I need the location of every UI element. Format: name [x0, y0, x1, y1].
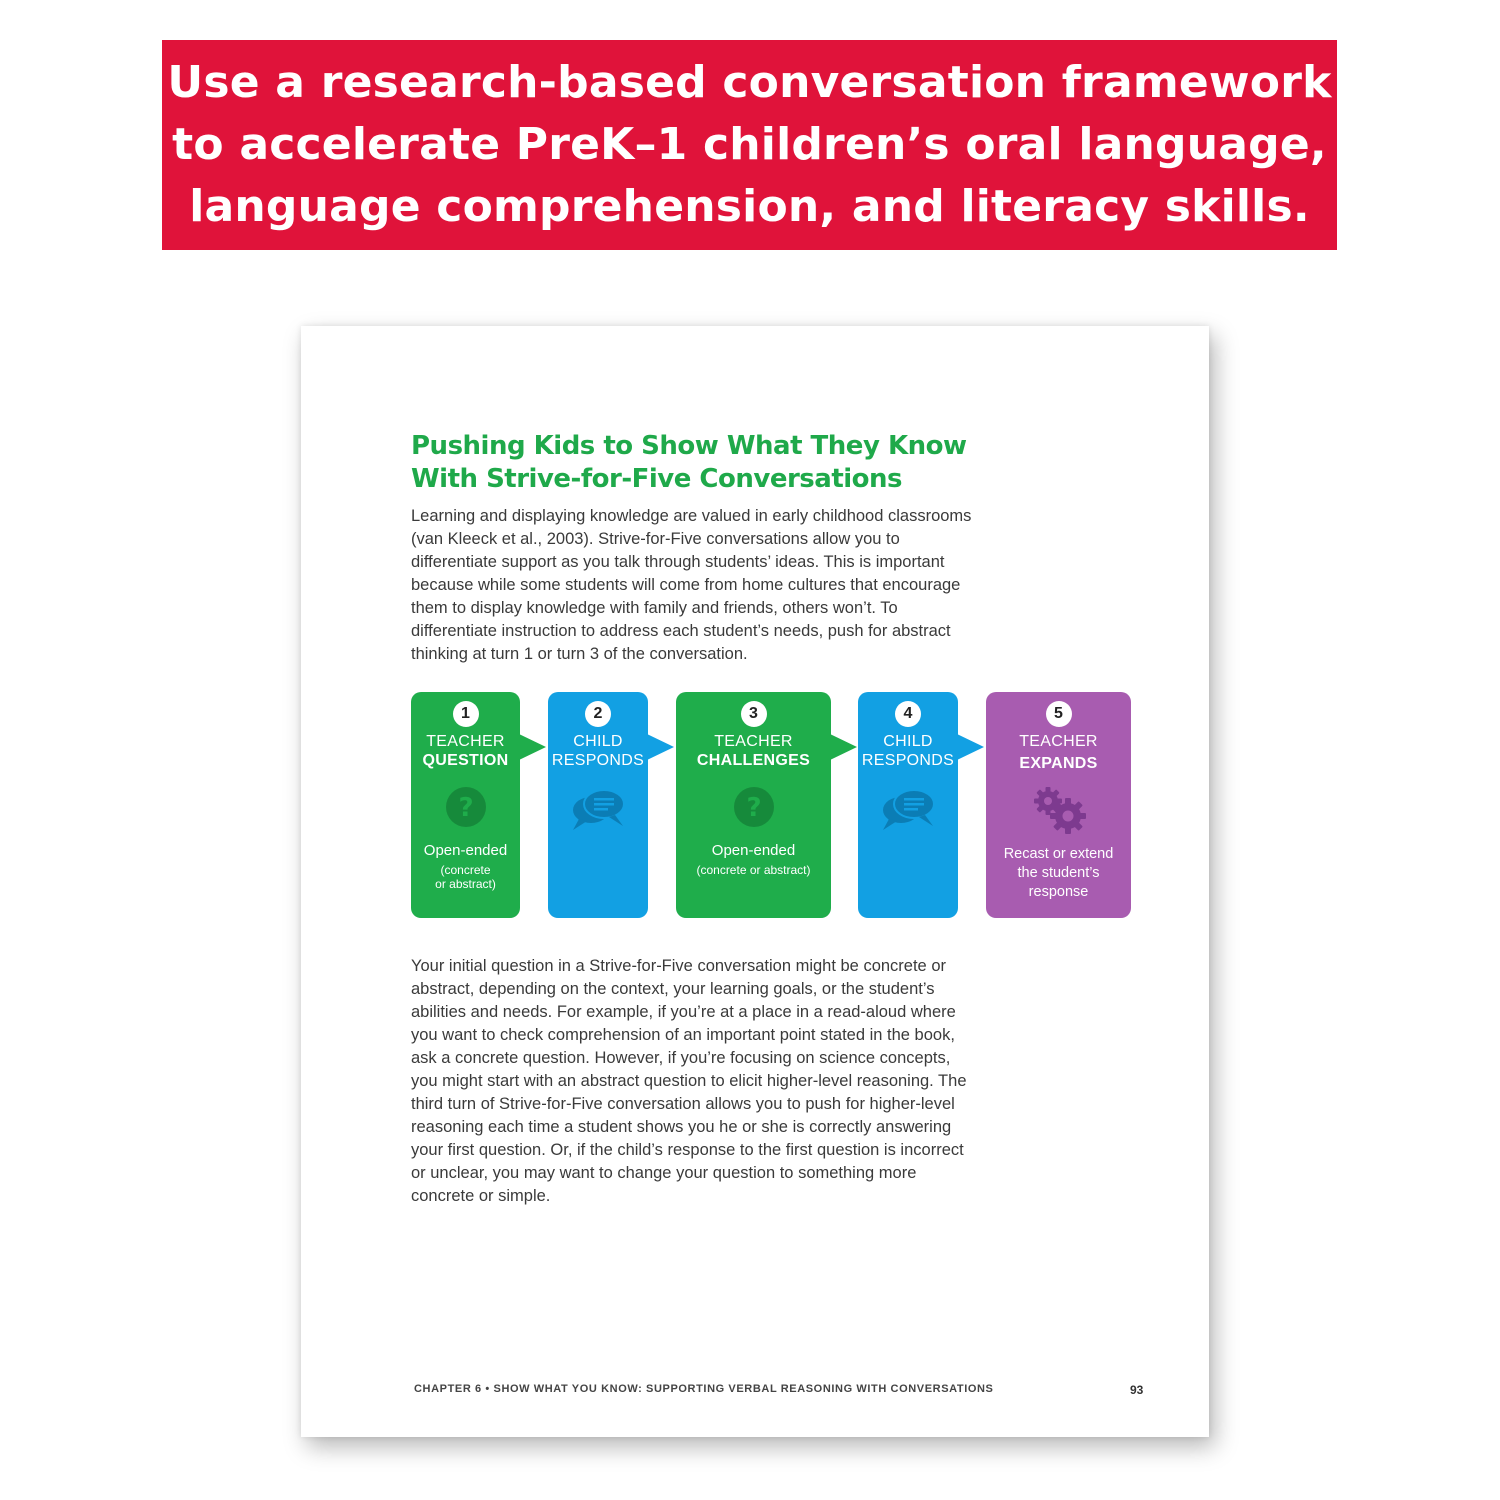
step-number: 3 — [741, 701, 767, 727]
arrow-icon — [830, 734, 857, 760]
step-title-line2: QUESTION — [422, 752, 509, 769]
step-teacher-expands — [986, 692, 1131, 918]
step-note-line: or abstract) — [435, 877, 496, 891]
intro-line: differentiate support as you talk through students’ ideas. This is important — [411, 553, 945, 571]
svg-text:?: ? — [457, 793, 474, 823]
step-title-line1: CHILD — [573, 733, 623, 750]
step-note — [676, 863, 831, 877]
step-note-line: (concrete or abstract) — [696, 863, 811, 877]
step-child-responds-2 — [858, 692, 958, 918]
page-number: 93 — [1130, 1383, 1144, 1397]
step-note-line: (concrete — [440, 863, 491, 877]
arrow-icon — [647, 734, 674, 760]
speech-bubbles-icon — [569, 786, 627, 832]
banner-line-1: Use a research-based conversation framework — [167, 57, 1332, 108]
step-title-line2: CHALLENGES — [696, 752, 811, 769]
question-icon — [445, 786, 487, 828]
step-title-line1: CHILD — [883, 733, 933, 750]
step-title-line2: RESPONDS — [861, 752, 955, 769]
step-number: 2 — [585, 701, 611, 727]
step-number: 4 — [895, 701, 921, 727]
body-line: or unclear, you may want to change your question to something more — [411, 1164, 917, 1182]
body-line: third turn of Strive-for-Five conversation allows you to push for higher-level — [411, 1095, 955, 1113]
speech-bubbles-icon — [879, 786, 937, 832]
step-desc-line: Recast or extend — [1003, 846, 1114, 862]
intro-line: thinking at turn 1 or turn 3 of the conversation. — [411, 645, 748, 663]
book-page — [301, 326, 1209, 1437]
chapter-footer: CHAPTER 6 • SHOW WHAT YOU KNOW: SUPPORTING VERBAL REASONING WITH CONVERSATIONS — [414, 1383, 994, 1395]
intro-line: (van Kleeck et al., 2003). Strive-for-Five conversations allow you to — [411, 530, 900, 548]
step-desc: Open-ended — [711, 842, 796, 859]
body-line: ask a concrete question. However, if you’re focusing on science concepts, — [411, 1049, 951, 1067]
step-desc-line: the student’s — [1017, 865, 1100, 881]
step-desc — [986, 845, 1131, 902]
intro-line: because while some students will come from home cultures that encourage — [411, 576, 961, 594]
body-line: you want to check comprehension of an important point stated in the book, — [411, 1026, 955, 1044]
step-child-responds-1 — [548, 692, 648, 918]
step-teacher-challenges — [676, 692, 831, 918]
step-number: 5 — [1046, 701, 1072, 727]
heading-line-2: With Strive-for-Five Conversations — [411, 464, 903, 494]
step-title-line2: EXPANDS — [1019, 755, 1098, 772]
banner-line-2: to accelerate PreK–1 children’s oral language, — [172, 119, 1327, 170]
body-line: Your initial question in a Strive-for-Five conversation might be concrete or — [411, 957, 946, 975]
body-line: concrete or simple. — [411, 1187, 551, 1205]
arrow-icon — [957, 734, 984, 760]
step-number: 1 — [453, 701, 479, 727]
intro-line: them to display knowledge with family and friends, others won’t. To — [411, 599, 898, 617]
step-desc: Open-ended — [423, 842, 508, 859]
gears-icon — [1031, 784, 1087, 834]
body-line: abstract, depending on the context, your learning goals, or the student’s — [411, 980, 935, 998]
body-line: reasoning each time a student shows you he or she is correctly answering — [411, 1118, 952, 1136]
step-desc-line: response — [1028, 884, 1089, 900]
svg-text:?: ? — [745, 793, 762, 823]
banner-line-3: language comprehension, and literacy skills. — [189, 181, 1310, 232]
body-line: abilities and needs. For example, if you’re at a place in a read-aloud where — [411, 1003, 956, 1021]
body-paragraph — [411, 955, 1051, 1208]
promo-banner — [162, 40, 1337, 250]
intro-line: differentiate instruction to address each student’s needs, push for abstract — [411, 622, 951, 640]
step-teacher-question — [411, 692, 520, 918]
intro-line: Learning and displaying knowledge are valued in early childhood classrooms — [411, 507, 972, 525]
arrow-icon — [519, 734, 546, 760]
heading-line-1: Pushing Kids to Show What They Know — [411, 431, 967, 461]
strive-for-five-diagram — [411, 692, 1131, 920]
body-line: you might start with an abstract question to elicit higher-level reasoning. The — [411, 1072, 967, 1090]
step-title-line2: RESPONDS — [551, 752, 645, 769]
section-heading — [411, 430, 966, 496]
step-title-line1: TEACHER — [1019, 733, 1098, 750]
step-title-line1: TEACHER — [714, 733, 793, 750]
step-title-line1: TEACHER — [426, 733, 505, 750]
step-note — [411, 863, 520, 891]
body-line: your first question. Or, if the child’s response to the first question is incorrect — [411, 1141, 964, 1159]
question-icon — [733, 786, 775, 828]
intro-paragraph — [411, 505, 1051, 666]
